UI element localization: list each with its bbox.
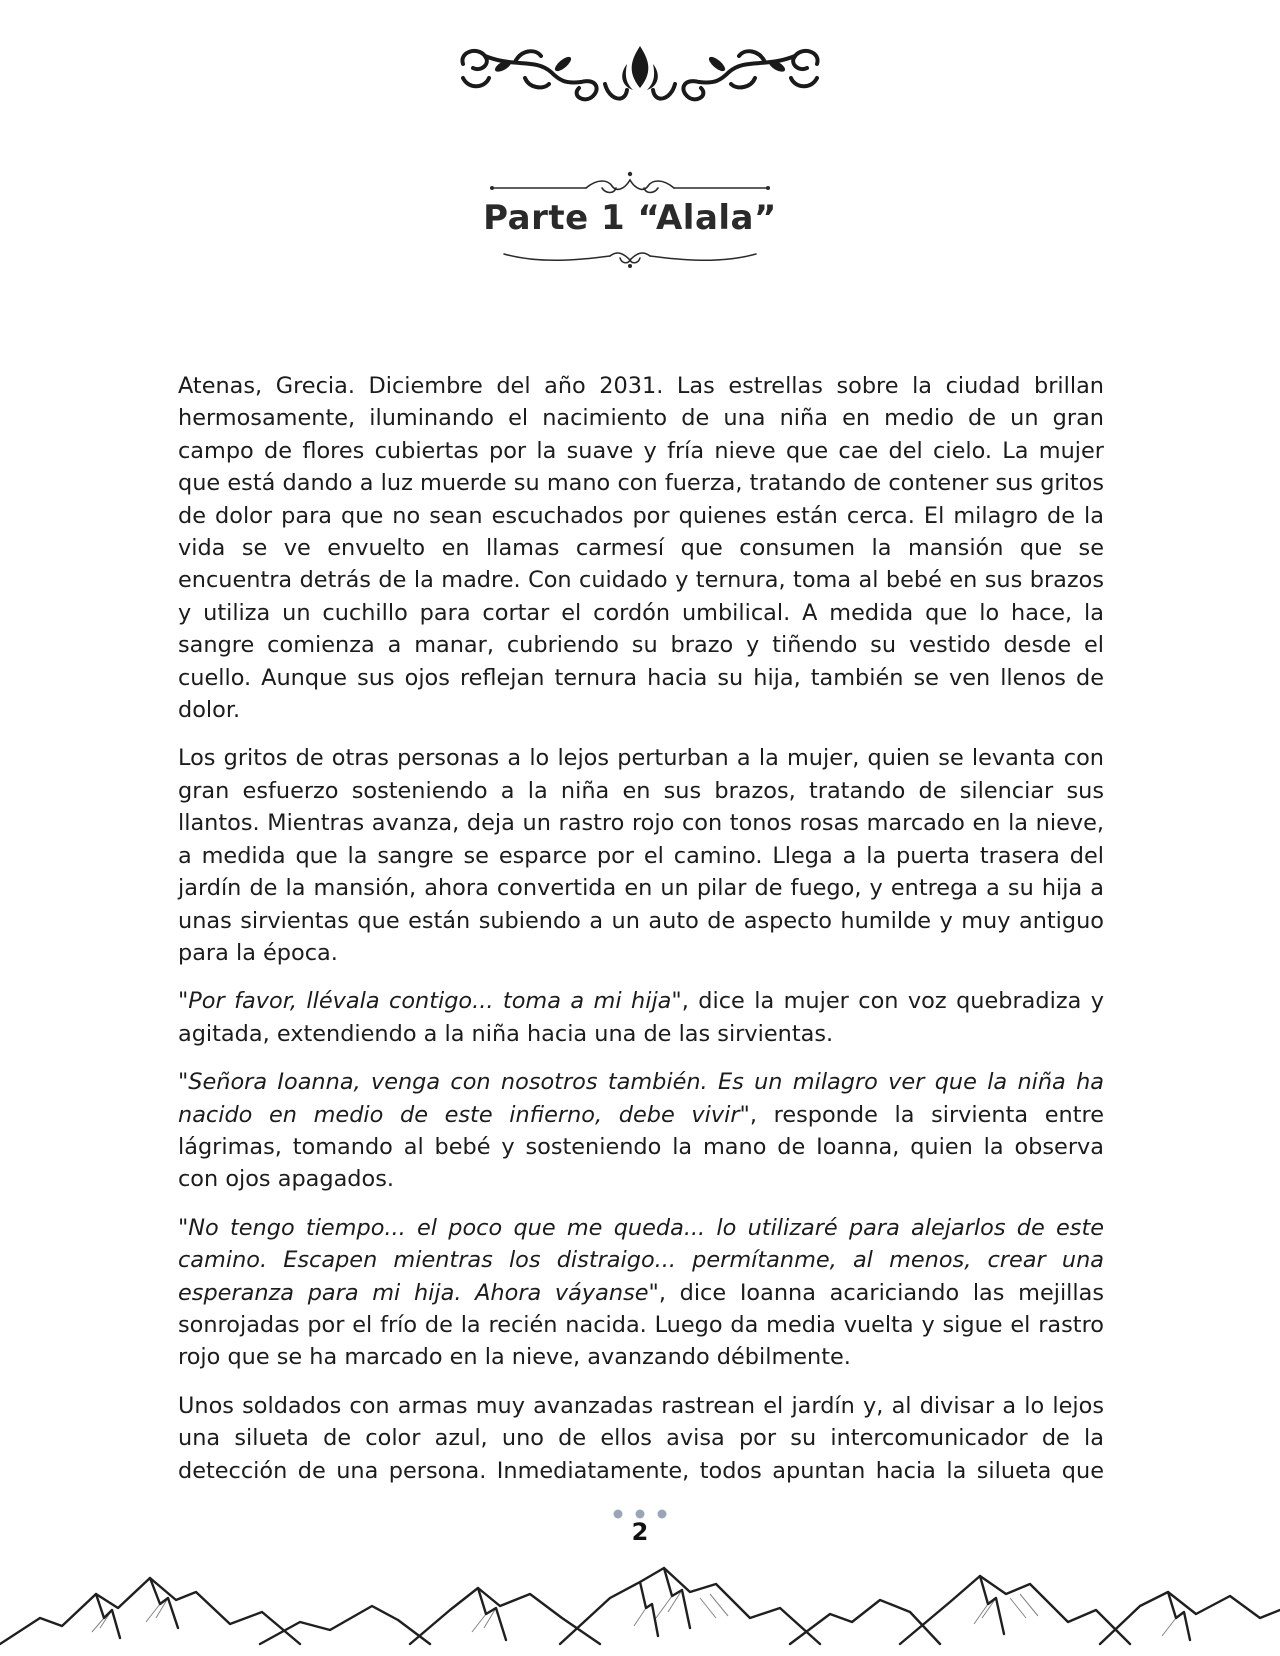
dialogue-quote: "No tengo tiempo... el poco que me queda... lo utilizaré para alejarlos de este camino. Escapen mientras los distraigo... permítanme, al menos, crear una esperanza para mi hija. Ahora váyanse" xyxy=(178,1214,1104,1306)
paragraph xyxy=(178,1066,1104,1196)
chapter-heading xyxy=(480,168,780,278)
chapter-title: Parte 1 “Alala” xyxy=(483,198,777,238)
paragraph xyxy=(178,370,1104,726)
paragraph xyxy=(178,1212,1104,1374)
paragraph xyxy=(178,1390,1104,1487)
paragraph-text: , dice Ioanna acariciando las mejillas sonrojadas por el frío de la recién nacida. Luego da media vuelta y sigue el rastro rojo que se ha marcado en la nieve, avanzando débilmente. xyxy=(178,1279,1104,1371)
page-number: 2 xyxy=(631,1518,649,1546)
paragraph-text: Atenas, Grecia. Diciembre del año 2031. Las estrellas sobre la ciudad brillan hermosamente, iluminando el nacimiento de una niña en medio de un gran campo de flores cubiertas por la suave y fría nieve que cae del cielo. La mujer que está dando a luz muerde su mano con fuerza, tratando de contener sus gritos de dolor para que no sean escuchados por quienes están cerca. El milagro de la vida se ve envuelto en llamas carmesí que consumen la mansión que se encuentra detrás de la madre. Con cuidado y ternura, toma al bebé en sus brazos y utiliza un cuchillo para cortar el cordón umbilical. A medida que lo hace, la sangre comienza a manar, cubriendo su brazo y tiñendo su vestido desde el cuello. Aunque sus ojos reflejan ternura hacia su hija, también se ven llenos de dolor. xyxy=(178,373,1104,724)
paragraph xyxy=(178,985,1104,1050)
paragraph-text: , responde la sirvienta entre lágrimas, tomando al bebé y sosteniendo la mano de Ioanna, quien la observa con ojos apagados. xyxy=(178,1101,1104,1193)
story-body xyxy=(178,370,1104,1503)
scroll-flourish-with-flame-icon xyxy=(455,38,825,110)
dialogue-quote: "Por favor, llévala contigo... toma a mi hija" xyxy=(178,988,682,1015)
divider-flourish-icon xyxy=(490,168,770,196)
paragraph-text: Unos soldados con armas muy avanzadas rastrean el jardín y, al divisar a lo lejos una silueta de color azul, uno de ellos avisa por su intercomunicador de la detección de una persona. Inmediatamente, todos apuntan hacia la silueta que xyxy=(178,1392,1104,1484)
paragraph-text: Los gritos de otras personas a lo lejos perturban a la mujer, quien se levanta con gran esfuerzo sosteniendo a la niña en sus brazos, tratando de silenciar sus llantos. Mientras avanza, deja un rastro rojo con tonos rosas marcado en la nieve, a medida que la sangre se esparce por el camino. Llega a la puerta trasera del jardín de la mansión, ahora convertida en un pilar de fuego, y entrega a su hija a unas sirvientas que están subiendo a un auto de aspecto humilde y muy antiguo para la época. xyxy=(178,745,1104,966)
paragraph xyxy=(178,742,1104,969)
dialogue-quote: "Señora Ioanna, venga con nosotros también. Es un milagro ver que la niña ha nacido en medio de este infierno, debe vivir" xyxy=(178,1069,1104,1128)
mountain-range-icon xyxy=(0,1548,1280,1656)
paragraph-text: , dice la mujer con voz quebradiza y agitada, extendiendo a la niña hacia una de las sirvientas. xyxy=(178,988,1104,1047)
divider-flourish-icon xyxy=(500,246,760,270)
